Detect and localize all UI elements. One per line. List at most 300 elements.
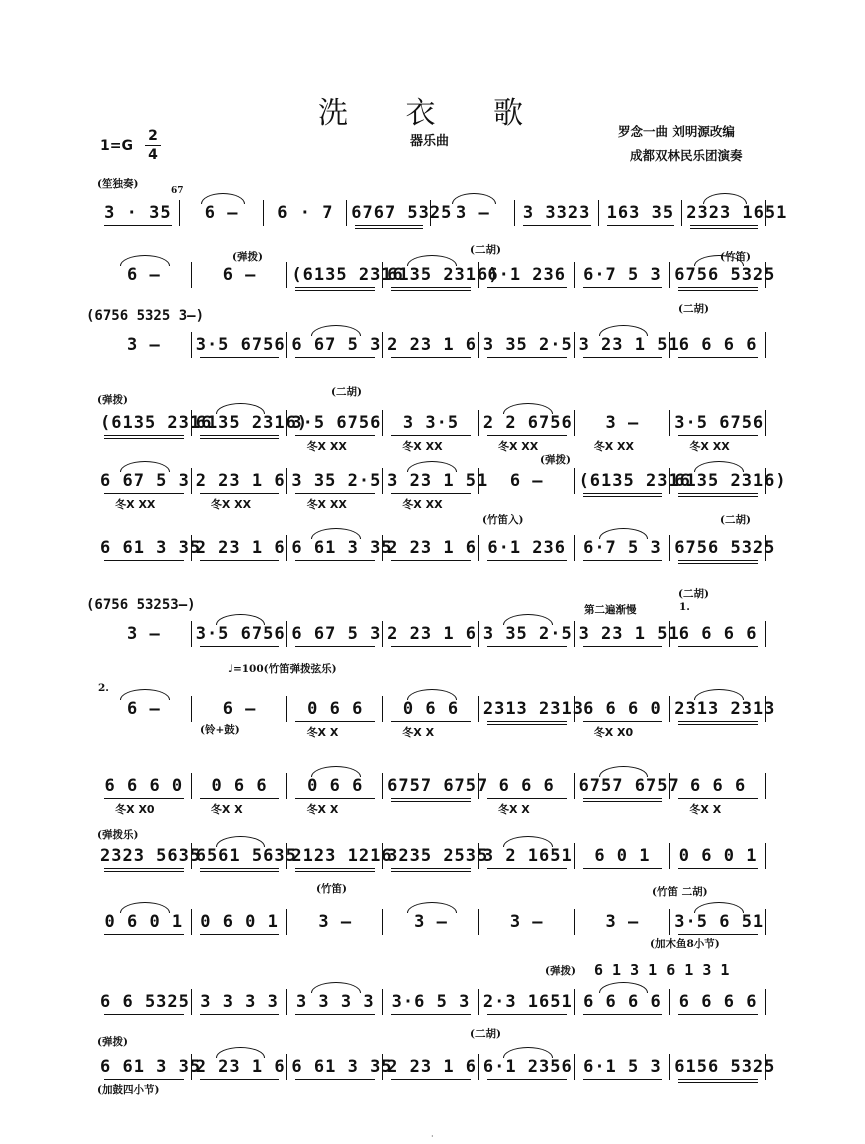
beam-line — [295, 435, 375, 436]
bar-line — [669, 989, 670, 1015]
slur-arc — [216, 403, 266, 414]
bar-line — [382, 843, 383, 869]
measure: 6·1 236 — [487, 265, 567, 285]
beam-line — [295, 798, 375, 799]
slur-arc — [216, 1047, 266, 1058]
measure: 3 — — [509, 912, 544, 932]
measure: 6135 2316) — [387, 265, 500, 285]
bar-line — [286, 773, 287, 799]
measure: 2323 1651 — [686, 203, 788, 223]
measure: 0 6 6 — [307, 699, 364, 719]
beam-line — [487, 357, 567, 358]
measure: 3·5 6756 — [291, 413, 382, 433]
beam-line-double — [200, 871, 280, 872]
beam-line-double — [104, 871, 184, 872]
bar-line — [669, 468, 670, 494]
percussion-notation: 冬X XX — [402, 498, 443, 511]
bar-line — [191, 989, 192, 1015]
bar-line — [574, 843, 575, 869]
notation-row — [96, 264, 776, 286]
score-title: 洗 衣 歌 — [317, 96, 548, 131]
bar-line — [765, 535, 766, 561]
slur-arc — [216, 836, 266, 847]
slur-arc — [311, 528, 361, 539]
measure: 2 23 1 6 — [195, 471, 286, 491]
notation-row — [96, 470, 787, 511]
measure: 6 61 3 35 — [100, 538, 202, 558]
measure: 2 23 1 6 — [195, 1057, 286, 1077]
bar-line — [263, 200, 264, 226]
slur-arc — [311, 766, 361, 777]
bar-line — [574, 773, 575, 799]
bar-line — [286, 621, 287, 647]
phrase-above: (6756 53253—) — [86, 597, 196, 613]
bar-line — [478, 696, 479, 722]
percussion-notation: 冬X X — [402, 726, 435, 739]
bar-line — [382, 909, 383, 935]
bar-line — [191, 696, 192, 722]
label-erhu3: (二胡) — [331, 386, 362, 398]
slur-arc — [120, 689, 170, 700]
slur-arc — [503, 403, 553, 414]
slur-arc — [452, 193, 496, 204]
measure: 0 6 6 — [402, 699, 460, 719]
bar-line — [765, 332, 766, 358]
bar-line — [478, 621, 479, 647]
bar-line — [478, 410, 479, 436]
measure: 6 67 5 3 — [100, 471, 190, 491]
slur-arc — [599, 982, 649, 993]
beam-line — [583, 721, 663, 722]
notation-row — [96, 911, 766, 933]
beam-line — [391, 798, 471, 799]
measure: (6135 2316 — [291, 265, 404, 285]
label-dizi-in: (竹笛入) — [482, 514, 524, 526]
label-pluck5: (弹拨) — [97, 1036, 128, 1048]
bar-line — [574, 410, 575, 436]
bar-line — [191, 468, 192, 494]
notation-row — [96, 991, 766, 1013]
beam-line — [391, 1014, 471, 1015]
beam-line — [678, 1014, 758, 1015]
measure: 6 — — [126, 265, 161, 285]
beam-line — [523, 225, 591, 226]
beam-line — [583, 493, 663, 494]
beam-line — [583, 1079, 663, 1080]
bar-line — [382, 535, 383, 561]
measure: 6 6 6 — [690, 776, 747, 796]
beam-line — [678, 357, 758, 358]
notation-row — [96, 412, 766, 453]
beam-line — [487, 646, 567, 647]
beam-line — [104, 435, 184, 436]
bar-line — [191, 535, 192, 561]
beam-line — [678, 646, 758, 647]
measure: 3 23 1 51 — [387, 471, 489, 491]
measure: 3 23 1 51 — [578, 335, 680, 355]
label-erhu5: (二胡) — [678, 588, 709, 600]
measure: 6 6 6 6 — [583, 992, 662, 1012]
percussion-notation: 冬X XX — [306, 498, 347, 511]
measure: 0 6 6 — [307, 776, 364, 796]
notation-row — [96, 623, 766, 645]
slur-arc — [216, 614, 266, 625]
percussion-notation: 冬X X — [306, 726, 339, 739]
beam-line-double — [690, 228, 758, 229]
measure: 6 0 1 — [594, 846, 651, 866]
measure: 6 · 7 — [277, 203, 334, 223]
bar-line — [478, 843, 479, 869]
measure: 3·5 6756 — [195, 335, 286, 355]
slur-arc — [201, 193, 245, 204]
percussion-notation: 冬X XX — [115, 498, 156, 511]
beam-line-double — [295, 871, 375, 872]
measure: 6·1 5 3 — [583, 1057, 662, 1077]
notation-row — [96, 775, 766, 816]
measure: 3 3·5 — [402, 413, 460, 433]
beam-line — [200, 1079, 280, 1080]
slur-arc — [703, 193, 747, 204]
time-bar — [145, 145, 161, 146]
measure: 0 6 6 — [211, 776, 268, 796]
beam-line — [678, 868, 758, 869]
measure: 2 23 1 6 — [387, 1057, 478, 1077]
bar-line — [286, 535, 287, 561]
slur-arc — [694, 902, 744, 913]
slur-arc — [503, 836, 553, 847]
bar-line — [382, 773, 383, 799]
bar-line — [574, 262, 575, 288]
bar-line — [765, 621, 766, 647]
measure: 6 6 5325 — [100, 992, 190, 1012]
measure: (6135 2316 — [100, 413, 213, 433]
beam-line — [295, 357, 375, 358]
time-bottom: 4 — [148, 147, 158, 163]
bar-line — [382, 262, 383, 288]
bar-line — [478, 262, 479, 288]
beam-line — [583, 560, 663, 561]
bar-line — [514, 200, 515, 226]
bar-line — [765, 468, 766, 494]
notation-row — [96, 202, 788, 224]
measure: 3235 2535 — [387, 846, 489, 866]
beam-line — [678, 1079, 758, 1080]
beam-line-double — [583, 801, 663, 802]
measure: 3 35 2·5 — [482, 624, 573, 644]
beam-line — [104, 934, 184, 935]
slur-arc — [311, 325, 361, 336]
beam-line — [583, 1014, 663, 1015]
beam-line — [104, 225, 172, 226]
beam-line — [487, 560, 567, 561]
measure: 2123 1216 — [291, 846, 393, 866]
volta-2: 2. — [98, 682, 109, 694]
measure: (6135 2316 — [578, 471, 691, 491]
label-dizi1: (竹笛) — [720, 251, 751, 263]
bar-line — [286, 468, 287, 494]
measure: 6156 5325 — [674, 1057, 776, 1077]
time-signature — [145, 128, 161, 163]
measure: 6767 5325 — [351, 203, 453, 223]
beam-line — [487, 287, 567, 288]
measure: 6 67 5 3 — [291, 335, 382, 355]
slur-arc — [407, 689, 457, 700]
measure: 3 — — [318, 912, 353, 932]
beam-line — [583, 287, 663, 288]
measure: 6135 2316) — [195, 413, 309, 433]
measure: 2313 2313 — [674, 699, 776, 719]
beam-line — [104, 1014, 184, 1015]
slur-arc — [407, 461, 457, 472]
measure: 2313 2313 — [482, 699, 584, 719]
beam-line-double — [583, 496, 663, 497]
label-erhu2: (二胡) — [678, 303, 709, 315]
bar-line — [430, 200, 431, 226]
bar-line — [382, 468, 383, 494]
measure: 0 6 0 1 — [200, 912, 279, 932]
measure: 6 61 3 35 — [291, 1057, 393, 1077]
measure: 6 61 3 35 — [100, 1057, 202, 1077]
label-bells: (铃+鼓) — [200, 724, 240, 736]
bar-line — [191, 262, 192, 288]
label-pluck-strings: (弹拨乐) — [97, 829, 139, 841]
measure: 2 2 6756 — [482, 413, 573, 433]
beam-line — [295, 493, 375, 494]
measure: 6 61 3 35 — [291, 538, 393, 558]
slur-arc — [694, 461, 744, 472]
measure: 6·7 5 3 — [583, 265, 662, 285]
percussion-notation: 冬X XX — [689, 440, 730, 453]
beam-line — [355, 225, 423, 226]
measure: 6756 5325 — [674, 265, 776, 285]
bar-line — [765, 696, 766, 722]
measure: 6 6 6 6 — [678, 335, 758, 355]
percussion-notation: 冬X X — [689, 803, 722, 816]
measure: 3 — — [456, 203, 490, 223]
slur-arc — [120, 902, 170, 913]
beam-line — [200, 646, 280, 647]
beam-line — [678, 560, 758, 561]
beam-line — [295, 868, 375, 869]
measure: 6·1 236 — [487, 538, 567, 558]
label-muyu: (加木鱼8小节) — [650, 938, 720, 950]
bar-line — [574, 535, 575, 561]
notation-row — [96, 537, 776, 559]
label-tempo: ♩=100(竹笛弹拨弦乐) — [228, 663, 337, 675]
bar-line — [191, 909, 192, 935]
beam-line — [487, 798, 567, 799]
measure: 3 · 35 — [104, 203, 172, 223]
label-dizi2: (竹笛) — [316, 883, 347, 895]
beam-line-double — [355, 228, 423, 229]
composer-credit: 罗念一曲 刘明源改编 — [618, 124, 735, 139]
measure: 2 23 1 6 — [387, 335, 478, 355]
slur-arc — [694, 689, 744, 700]
beam-line — [391, 868, 471, 869]
percussion-notation: 冬X X — [498, 803, 530, 816]
measure: 6 6 6 6 — [678, 992, 758, 1012]
beam-line-double — [487, 724, 567, 725]
measure: 3 3 3 3 — [200, 992, 279, 1012]
measure: 2 23 1 6 — [387, 538, 478, 558]
beam-line — [295, 287, 375, 288]
bar-line — [669, 843, 670, 869]
bar-line — [191, 843, 192, 869]
bar-line — [286, 843, 287, 869]
label-pluck3: (弹拨) — [540, 454, 571, 466]
volta-1: 1. — [679, 601, 690, 613]
beam-line-double — [200, 438, 280, 439]
beam-line — [200, 560, 280, 561]
measure: 6·7 5 3 — [583, 538, 662, 558]
measure: 0 6 0 1 — [678, 846, 758, 866]
measure: 6135 2316) — [674, 471, 787, 491]
measure: 6757 6757 — [578, 776, 680, 796]
beam-line — [391, 435, 471, 436]
bar-line — [574, 332, 575, 358]
beam-line — [678, 493, 758, 494]
label-erhu4: (二胡) — [720, 514, 751, 526]
measure: 6 6 6 0 — [104, 776, 184, 796]
beam-line — [200, 868, 280, 869]
beam-line — [200, 798, 280, 799]
measure: 3 — — [605, 912, 640, 932]
bar-line — [574, 989, 575, 1015]
bar-line — [478, 332, 479, 358]
notation-row — [96, 845, 766, 867]
beam-line — [690, 225, 758, 226]
beam-line — [200, 435, 280, 436]
beam-line — [200, 357, 280, 358]
beam-line — [391, 560, 471, 561]
percussion-notation: 冬X XX — [593, 440, 634, 453]
measure: 163 35 — [606, 203, 675, 223]
beam-line — [391, 1079, 471, 1080]
beam-line — [391, 493, 471, 494]
percussion-notation: 冬X X0 — [593, 726, 634, 739]
percussion-notation: 冬X XX — [402, 440, 443, 453]
label-grace: 67 — [171, 186, 184, 196]
beam-line — [200, 493, 280, 494]
measure: 3 — — [126, 624, 161, 644]
beam-line — [104, 560, 184, 561]
measure: 2 23 1 6 — [387, 624, 478, 644]
beam-line — [295, 646, 375, 647]
footer-dot: · — [431, 1132, 434, 1141]
beam-line-double — [678, 724, 758, 725]
bar-line — [286, 1054, 287, 1080]
slur-arc — [120, 255, 170, 266]
measure: 2323 5635 — [100, 846, 202, 866]
bar-line — [765, 909, 766, 935]
slur-arc — [599, 528, 649, 539]
bar-line — [681, 200, 682, 226]
measure: 3 35 2·5 — [482, 335, 573, 355]
label-dizi-erhu: (竹笛 二胡) — [652, 886, 708, 898]
slur-arc — [407, 255, 457, 266]
bar-line — [286, 909, 287, 935]
percussion-notation: 冬X X — [306, 803, 339, 816]
score-subtitle: 器乐曲 — [410, 134, 450, 149]
bar-line — [191, 410, 192, 436]
beam-line — [295, 721, 375, 722]
beam-line — [487, 721, 567, 722]
beam-line — [678, 721, 758, 722]
bar-line — [286, 410, 287, 436]
measure: 6 6 6 6 — [678, 624, 758, 644]
slur-arc — [120, 461, 170, 472]
beam-line — [200, 1014, 280, 1015]
beam-line — [295, 560, 375, 561]
measure: 6 6 6 0 — [583, 699, 662, 719]
bar-line — [598, 200, 599, 226]
bar-line — [191, 332, 192, 358]
phrase-above: (6756 5325 3—) — [86, 308, 205, 324]
bar-line — [765, 843, 766, 869]
label-intro: (笙独奏) — [97, 178, 139, 190]
bar-line — [669, 535, 670, 561]
beam-line — [583, 646, 663, 647]
slur-arc — [503, 1047, 553, 1058]
bar-line — [478, 1054, 479, 1080]
bar-line — [765, 989, 766, 1015]
bar-line — [669, 621, 670, 647]
notation-row — [96, 1056, 776, 1078]
bar-line — [382, 696, 383, 722]
measure: 2·3 1651 — [482, 992, 573, 1012]
bar-line — [382, 1054, 383, 1080]
measure: 3·5 6756 — [674, 413, 765, 433]
slur-arc — [599, 325, 649, 336]
slur-arc — [599, 766, 649, 777]
phrase-above-right: 6 1 3 1 6 1 3 1 — [594, 961, 730, 979]
bar-line — [669, 262, 670, 288]
percussion-notation: 冬X XX — [306, 440, 347, 453]
bar-line — [765, 262, 766, 288]
beam-line-double — [391, 801, 471, 802]
bar-line — [286, 262, 287, 288]
measure: 3 3 3 3 — [295, 992, 375, 1012]
beam-line-double — [391, 290, 471, 291]
performer-credit: 成都双林民乐团演奏 — [630, 148, 743, 163]
measure: 3 3323 — [522, 203, 591, 223]
measure: 6 — — [222, 699, 257, 719]
beam-line — [104, 798, 184, 799]
bar-line — [478, 468, 479, 494]
key-signature: 1=G — [100, 138, 133, 154]
measure: 3·6 5 3 — [391, 992, 471, 1012]
bar-line — [478, 989, 479, 1015]
label-pluck2: (弹拨) — [97, 394, 128, 406]
slur-arc — [407, 902, 457, 913]
beam-line — [391, 357, 471, 358]
label-erhu1: (二胡) — [470, 244, 501, 256]
measure: 3·5 6756 — [195, 624, 286, 644]
beam-line — [295, 1014, 375, 1015]
bar-line — [346, 200, 347, 226]
bar-line — [191, 773, 192, 799]
beam-line-double — [678, 1082, 758, 1083]
time-top: 2 — [148, 128, 158, 144]
label-pluck1: (弹拨) — [232, 251, 263, 263]
beam-line — [607, 225, 675, 226]
beam-line-double — [678, 563, 758, 564]
label-second-time: 第二遍渐慢 — [584, 604, 637, 616]
measure: 6 — — [222, 265, 257, 285]
bar-line — [382, 989, 383, 1015]
percussion-notation: 冬X X0 — [115, 803, 155, 816]
beam-line-double — [391, 871, 471, 872]
